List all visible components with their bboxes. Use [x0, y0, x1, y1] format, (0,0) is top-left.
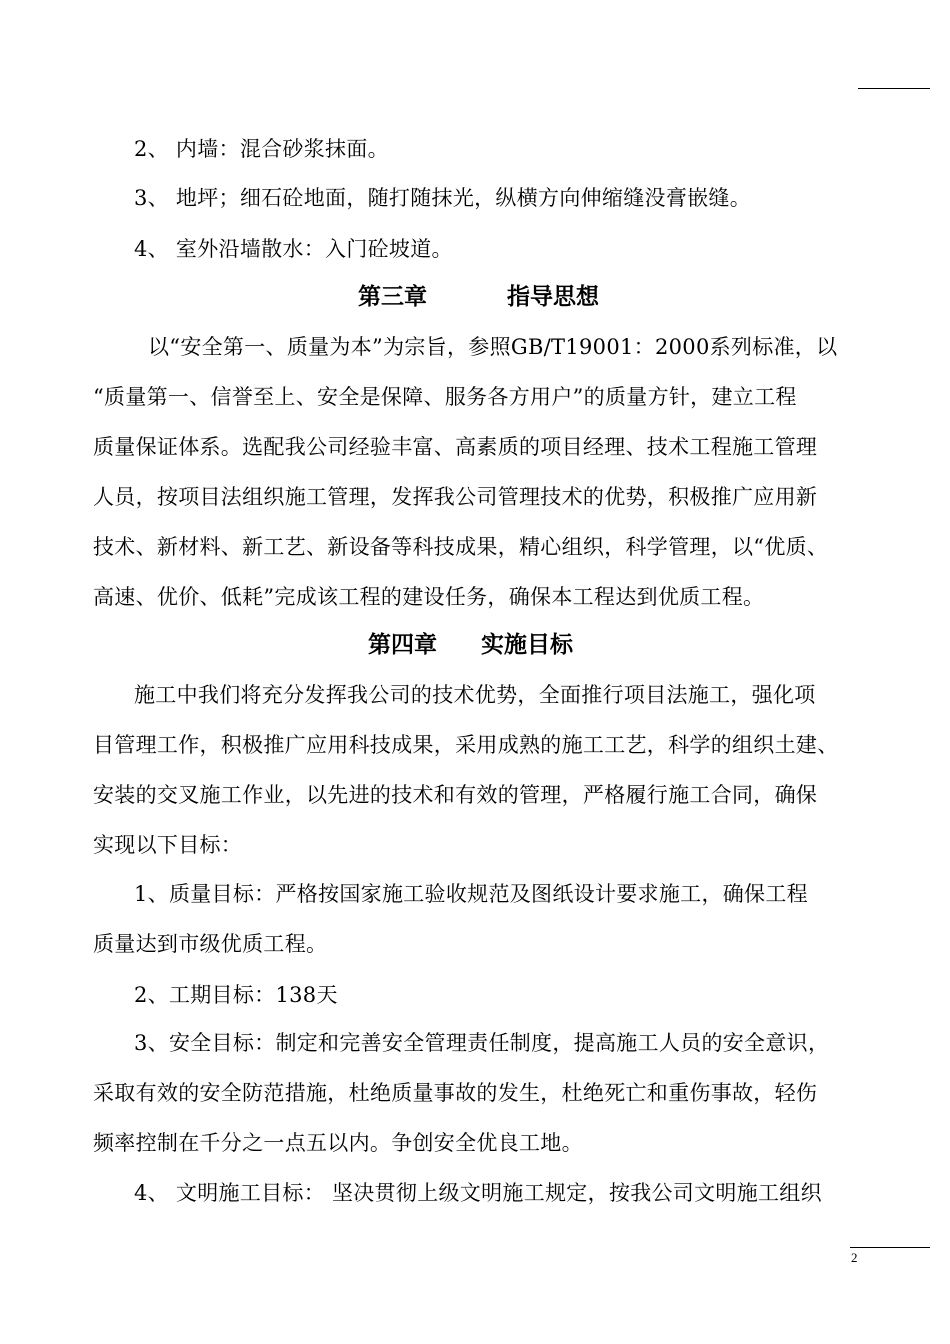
paragraph-line: 目管理工作，积极推广应用科技成果，采用成熟的施工工艺，科学的组织土建、 — [93, 733, 839, 757]
paragraph-line: “质量第一、信誉至上、安全是保障、服务各方用户”的质量方针，建立工程 — [93, 385, 797, 409]
goal-line: 采取有效的安全防范措施，杜绝质量事故的发生，杜绝死亡和重伤事故，轻伤 — [93, 1081, 818, 1105]
list-item: 2、 内墙：混合砂浆抹面。 — [134, 137, 389, 161]
paragraph-line: 技术、新材料、新工艺、新设备等科技成果，精心组织，科学管理，以“优质、 — [93, 535, 829, 559]
chapter-number: 第三章 — [358, 284, 427, 310]
goal-line: 4、 文明施工目标： 坚决贯彻上级文明施工规定，按我公司文明施工组织 — [134, 1181, 822, 1205]
chapter-heading — [368, 630, 573, 660]
chapter-title: 实施目标 — [481, 632, 573, 658]
chapter-title: 指导思想 — [507, 284, 599, 310]
goal-line: 1、质量目标：严格按国家施工验收规范及图纸设计要求施工，确保工程 — [134, 882, 808, 906]
header-rule — [858, 88, 930, 89]
goal-line: 3、安全目标：制定和完善安全管理责任制度，提高施工人员的安全意识， — [134, 1031, 830, 1055]
chapter-number: 第四章 — [368, 632, 437, 658]
goal-line: 频率控制在千分之一点五以内。争创安全优良工地。 — [93, 1131, 583, 1155]
paragraph-line: 施工中我们将充分发挥我公司的技术优势，全面推行项目法施工，强化项 — [134, 683, 816, 707]
paragraph-line: 安装的交叉施工作业，以先进的技术和有效的管理，严格履行施工合同，确保 — [93, 783, 818, 807]
paragraph-line: 人员，按项目法组织施工管理，发挥我公司管理技术的优势，积极推广应用新 — [93, 485, 818, 509]
paragraph-line: 以“安全第一、质量为本”为宗旨，参照GB/T19001：2000系列标准，以 — [148, 335, 838, 359]
page-number: 2 — [851, 1250, 858, 1265]
list-item: 4、 室外沿墙散水：入门砼坡道。 — [134, 237, 453, 261]
paragraph-line: 高速、优价、低耗”完成该工程的建设任务，确保本工程达到优质工程。 — [93, 585, 765, 609]
chapter-heading — [358, 282, 599, 312]
goal-line: 质量达到市级优质工程。 — [93, 932, 328, 956]
paragraph-line: 质量保证体系。选配我公司经验丰富、高素质的项目经理、技术工程施工管理 — [93, 435, 818, 459]
goal-line: 2、工期目标：138天 — [134, 983, 338, 1007]
footer-rule — [850, 1247, 930, 1248]
paragraph-line: 实现以下目标： — [93, 833, 243, 857]
list-item: 3、 地坪；细石砼地面，随打随抹光，纵横方向伸缩缝没膏嵌缝。 — [134, 186, 752, 210]
